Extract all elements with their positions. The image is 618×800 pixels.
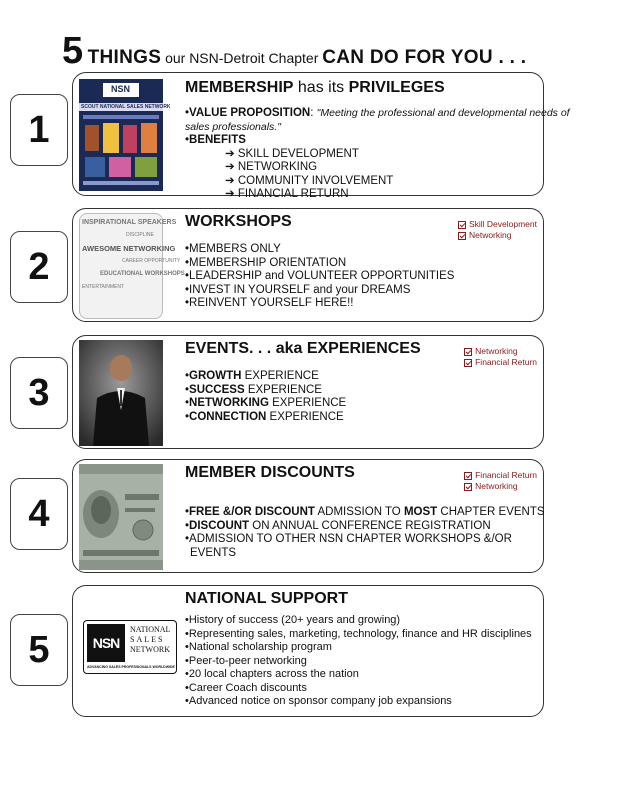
benefit-item: ➔ COMMUNITY INVOLVEMENT	[225, 174, 394, 187]
national-support-list	[185, 614, 532, 709]
tag-item: Networking	[464, 346, 537, 357]
workshops-thumbnail	[79, 213, 185, 319]
list-item: •DISCOUNT ON ANNUAL CONFERENCE REGISTRATION	[185, 519, 491, 532]
nsn-logo-words: NATIONAL SALES NETWORK	[130, 625, 171, 654]
section-workshops	[72, 208, 544, 322]
number-box-4: 4	[10, 478, 68, 550]
tag-item: Financial Return	[464, 470, 537, 481]
section-title-workshops: WORKSHOPS	[185, 213, 292, 230]
discounts-thumbnail	[79, 464, 163, 570]
nsn-event-photo	[79, 79, 163, 191]
discounts-list	[185, 506, 545, 560]
discounts-tags	[464, 470, 537, 492]
money-photo	[79, 464, 163, 570]
list-item: •MEMBERSHIP ORIENTATION	[185, 256, 347, 269]
section-title-events: EVENTS. . . aka EXPERIENCES	[185, 340, 421, 357]
list-item: •20 local chapters across the nation	[185, 668, 359, 680]
membership-details	[185, 107, 570, 202]
workshops-list	[185, 243, 454, 311]
section-title-membership: MEMBERSHIP has its PRIVILEGES	[185, 79, 445, 96]
list-item: •MEMBERS ONLY	[185, 243, 281, 255]
list-item: •ADMISSION TO OTHER NSN CHAPTER WORKSHOPS &/OR	[185, 533, 512, 545]
checkbox-icon	[458, 221, 466, 229]
tag-item: Financial Return	[464, 357, 537, 368]
list-item: •INVEST IN YOURSELF and your DREAMS	[185, 283, 411, 296]
title-number: 5	[62, 30, 84, 72]
membership-thumbnail	[79, 79, 171, 191]
section-title-discounts: MEMBER DISCOUNTS	[185, 464, 355, 481]
list-item: •Representing sales, marketing, technology, finance and HR disciplines	[185, 627, 532, 640]
checkbox-icon	[458, 232, 466, 240]
events-thumbnail	[79, 340, 163, 446]
value-proposition-line: •VALUE PROPOSITION: "Meeting the professional and developmental needs of	[185, 107, 570, 119]
list-item: •Peer-to-peer networking	[185, 654, 307, 667]
thumb-logo-text: NSN	[111, 84, 131, 94]
tag-item: Networking	[458, 230, 537, 241]
list-item: •Career Coach discounts	[185, 681, 307, 694]
nsn-logo	[83, 620, 177, 674]
list-item-cont: EVENTS	[190, 546, 237, 559]
benefits-label: •BENEFITS	[185, 134, 246, 146]
title-chapter: our NSN-Detroit Chapter	[161, 50, 323, 66]
benefit-item: ➔ FINANCIAL RETURN	[225, 188, 349, 200]
title-things: THINGS	[87, 47, 162, 68]
list-item: •FREE &/OR DISCOUNT ADMISSION TO MOST CHAPTER EVENTS	[185, 506, 545, 518]
benefit-item: ➔ NETWORKING	[225, 161, 318, 173]
section-discounts	[72, 459, 544, 573]
title-can-do: CAN DO FOR YOU . . .	[322, 47, 527, 68]
number-box-1: 1	[10, 94, 68, 166]
word-cloud: INSPIRATIONAL SPEAKERS DISCIPLINE AWESOME NETWORKING CAREER OPPORTUNITY EDUCATIONAL WORKSHOPS ENTERTAINMENT	[82, 219, 185, 290]
list-item: •NETWORKING EXPERIENCE	[185, 397, 347, 409]
list-item: •SUCCESS EXPERIENCE	[185, 383, 322, 396]
events-list	[185, 370, 346, 424]
list-item: •National scholarship program	[185, 641, 332, 653]
checkbox-icon	[464, 483, 472, 491]
number-box-5: 5	[10, 614, 68, 686]
section-title-national-support: NATIONAL SUPPORT	[185, 590, 348, 607]
checkbox-icon	[464, 348, 472, 356]
nsn-logo-mark: NSN	[87, 624, 125, 662]
number-box-3: 3	[10, 357, 68, 429]
speaker-photo	[79, 340, 163, 446]
number-box-2: 2	[10, 231, 68, 303]
checkbox-icon	[464, 359, 472, 367]
thumb-banner-text: SCOUT NATIONAL SALES NETWORK	[81, 104, 171, 110]
list-item: •CONNECTION EXPERIENCE	[185, 410, 344, 423]
section-national-support	[72, 585, 544, 717]
list-item: •Advanced notice on sponsor company job expansions	[185, 695, 452, 707]
workshops-tags	[458, 219, 537, 241]
list-item: •GROWTH EXPERIENCE	[185, 370, 319, 382]
list-item: •History of success (20+ years and growing)	[185, 614, 401, 626]
nsn-logo-tagline: ADVANCING SALES PROFESSIONALS WORLDWIDE	[87, 665, 175, 669]
events-tags	[464, 346, 537, 368]
section-events	[72, 335, 544, 449]
list-item: •REINVENT YOURSELF HERE!!	[185, 297, 354, 309]
section-membership	[72, 72, 570, 200]
benefit-item: ➔ SKILL DEVELOPMENT	[225, 147, 359, 160]
tag-item: Networking	[464, 481, 537, 492]
tag-item: Skill Development	[458, 219, 537, 230]
checkbox-icon	[464, 472, 472, 480]
list-item: •LEADERSHIP and VOLUNTEER OPPORTUNITIES	[185, 270, 455, 282]
value-proposition-line-2: sales professionals."	[185, 120, 281, 133]
page-title	[62, 30, 582, 70]
